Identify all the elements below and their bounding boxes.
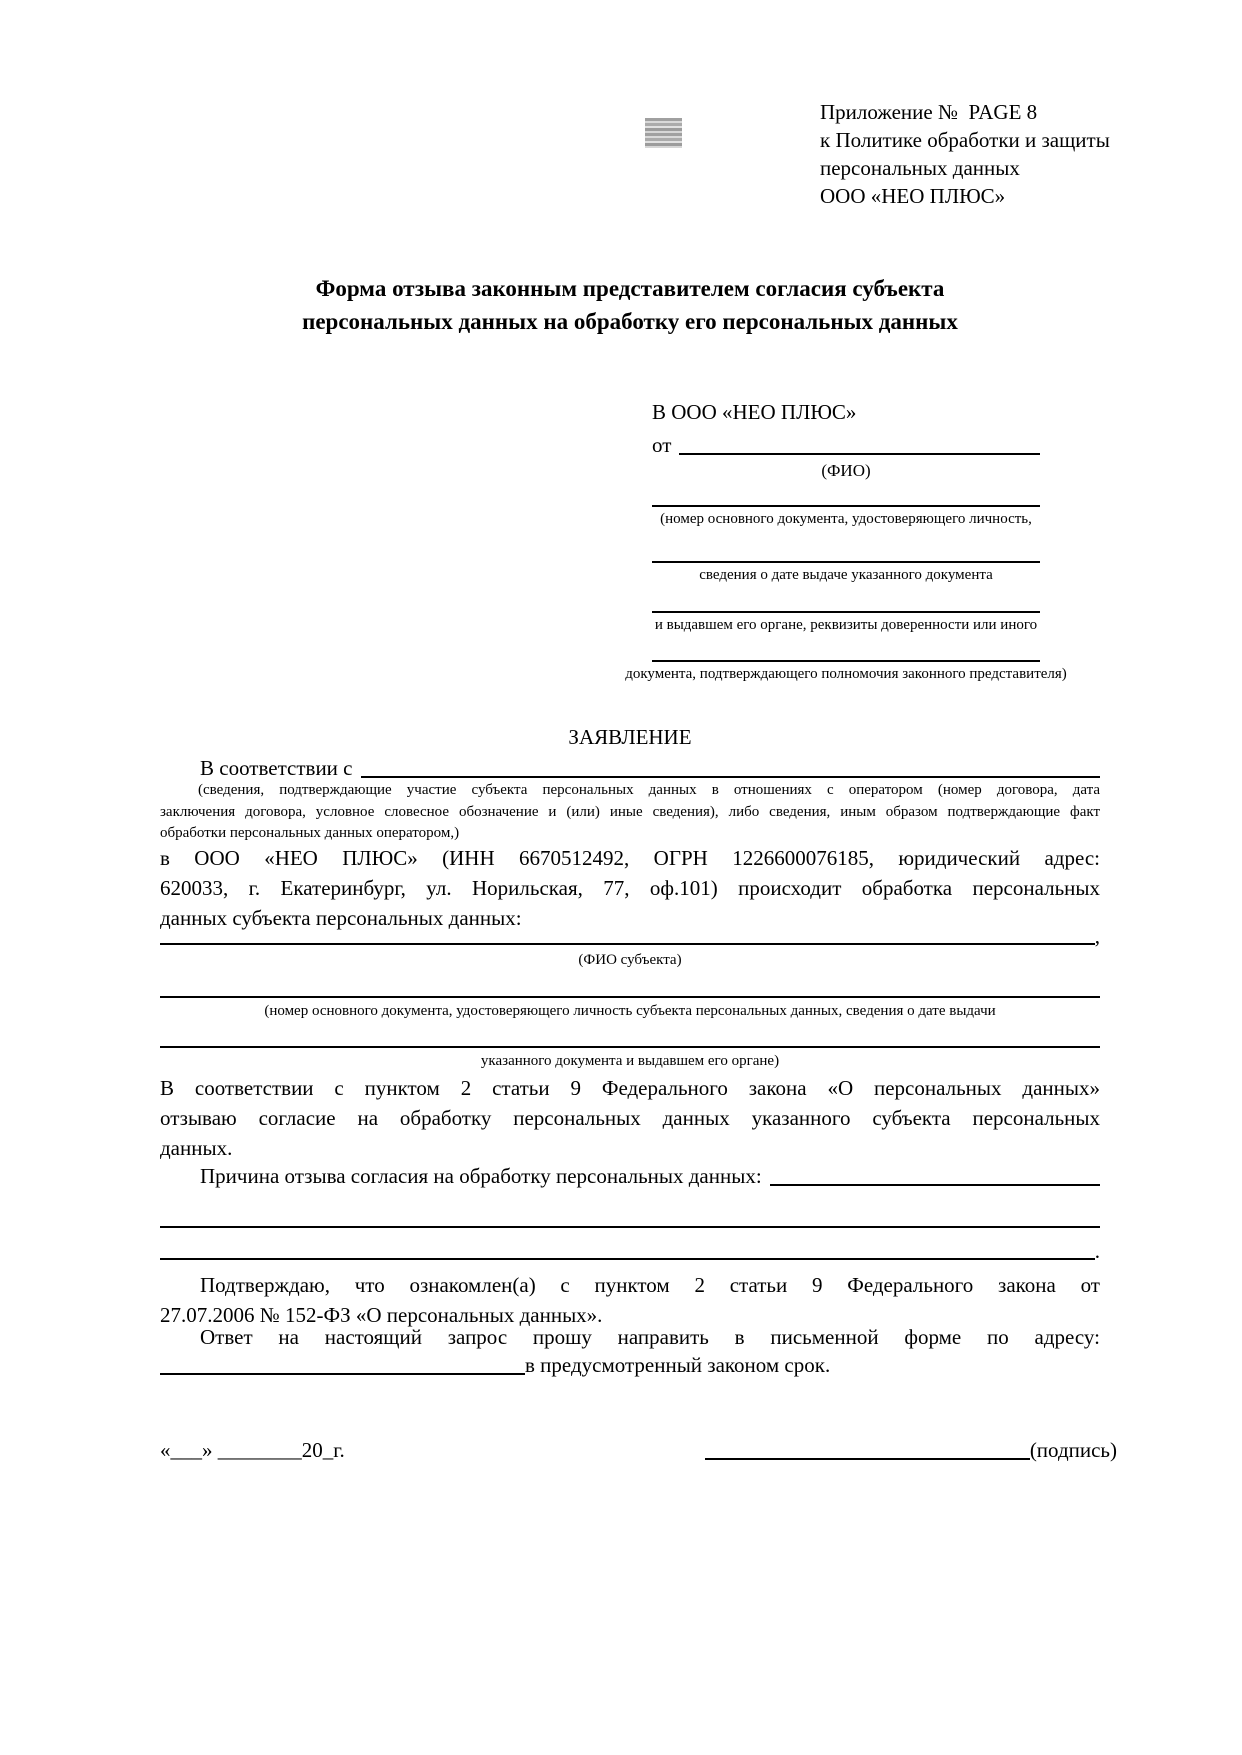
operator-paragraph [160, 843, 1100, 933]
reason-field-line[interactable] [770, 1161, 1100, 1186]
accordance-label: В соответствии с [200, 756, 353, 780]
fio-caption: (ФИО) [821, 461, 871, 480]
subject-doc-field-line-2[interactable] [160, 1028, 1100, 1048]
signature-field-line[interactable] [705, 1435, 1030, 1460]
paragraph-indent [160, 1161, 200, 1191]
reason-label: Причина отзыва согласия на обработку персональных данных: [200, 1164, 762, 1188]
representative-doc-field-line-3[interactable] [652, 595, 1040, 613]
operator-paragraph-line-3: данных субъекта персональных данных: [160, 906, 522, 930]
from-label: от [652, 433, 672, 457]
subject-fio-line [160, 925, 1100, 947]
appendix-header-line-3: персональных данных [820, 156, 1020, 180]
consent-details-caption-line-3: обработки персональных данных оператором,) [160, 825, 460, 841]
subject-fio-caption: (ФИО субъекта) [578, 952, 682, 968]
paragraph-indent [160, 753, 200, 783]
subject-fio-field-line[interactable] [160, 925, 1095, 945]
confirmation-line-2: 27.07.2006 № 152-ФЗ «О персональных данных». [160, 1303, 603, 1327]
representative-doc-caption-1: (номер основного документа, удостоверяющего личность, [660, 511, 1032, 527]
subject-doc-caption-2-wrap [160, 1053, 1100, 1070]
representative-doc-caption-4-wrap [625, 666, 1067, 683]
representative-doc-field-line-1[interactable] [652, 489, 1040, 507]
form-title-line-1: Форма отзыва законным представителем согласия субъекта [315, 276, 945, 301]
subject-doc-caption-2: указанного документа и выдавшем его органе) [480, 1053, 780, 1069]
appendix-header-line-4: ООО «НЕО ПЛЮС» [820, 184, 1006, 208]
subject-fio-caption-wrap [160, 952, 1100, 969]
representative-doc-caption-2-wrap [652, 567, 1040, 584]
accordance-line [160, 753, 1100, 783]
operator-paragraph-line-1: в ООО «НЕО ПЛЮС» (ИНН 6670512492, ОГРН 1226600076185, юридический адрес: [160, 846, 1100, 870]
reason-extra-field-line-1[interactable] [160, 1206, 1100, 1228]
signature-caption: (подпись) [1029, 1438, 1117, 1462]
fio-caption-wrap [652, 461, 1040, 480]
consent-details-caption-line-2: заключения договора, условное словесное обозначение и (или) иные сведения), либо сведения, иным образом подтверждающие факт [160, 803, 1100, 820]
withdrawal-paragraph [160, 1073, 1100, 1163]
appendix-header-line-2: к Политике обработки и защиты [820, 128, 1110, 152]
reason-extra-line-2 [160, 1240, 1100, 1262]
from-line [652, 430, 1040, 460]
confirmation-line-1: Подтверждаю, что ознакомлен(а) с пунктом 2 статьи 9 Федерального закона от [200, 1273, 1100, 1297]
subject-doc-caption-1-wrap [160, 1003, 1100, 1020]
reason-trailing-period: . [1094, 1239, 1100, 1263]
reply-tail-text: в предусмотренный законом срок. [525, 1353, 831, 1377]
confirmation-paragraph [160, 1270, 1100, 1330]
consent-details-caption-line-1: (сведения, подтверждающие участие субъекта персональных данных в отношениях с оператором (номер договора, дата [198, 782, 1100, 798]
representative-doc-caption-1-wrap [652, 511, 1040, 528]
operator-paragraph-line-2: 620033, г. Екатеринбург, ул. Норильская, 77, оф.101) происходит обработка персональных [160, 876, 1100, 900]
representative-doc-caption-4: документа, подтверждающего полномочия законного представителя) [625, 666, 1067, 682]
appendix-header-line-1: Приложение № PAGE 8 [820, 100, 1038, 124]
representative-doc-caption-2: сведения о дате выдаче указанного документа [699, 567, 993, 583]
representative-doc-caption-3-wrap [652, 617, 1040, 634]
addressee-company: В ООО «НЕО ПЛЮС» [652, 400, 857, 424]
reason-line [160, 1161, 1100, 1191]
document-lines-icon [645, 118, 682, 148]
reason-extra-field-line-2[interactable] [160, 1240, 1095, 1260]
representative-doc-field-line-4[interactable] [652, 644, 1040, 662]
withdrawal-paragraph-line-3: данных. [160, 1136, 233, 1160]
form-title-line-2: персональных данных на обработку его персональных данных [302, 309, 958, 334]
from-fio-field-line[interactable] [679, 430, 1040, 455]
subject-doc-field-line-1[interactable] [160, 978, 1100, 998]
form-title [160, 272, 1100, 338]
withdrawal-paragraph-line-2: отзываю согласие на обработку персональных данных указанного субъекта персональных [160, 1106, 1100, 1130]
subject-doc-caption-1: (номер основного документа, удостоверяющего личность субъекта персональных данных, сведения о дате выдачи [264, 1003, 996, 1019]
withdrawal-paragraph-line-1: В соответствии с пунктом 2 статьи 9 Федерального закона «О персональных данных» [160, 1076, 1100, 1100]
statement-heading: ЗАЯВЛЕНИЕ [568, 725, 692, 749]
accordance-field-line[interactable] [361, 753, 1101, 778]
reply-request-line: Ответ на настоящий запрос прошу направить в письменной форме по адресу: [200, 1325, 1100, 1349]
address-field-line[interactable] [160, 1350, 525, 1375]
subject-line-comma: , [1094, 924, 1100, 948]
reply-address-line [160, 1350, 1100, 1380]
date-field-text[interactable]: «___» ________20_г. [160, 1438, 345, 1462]
representative-doc-field-line-2[interactable] [652, 545, 1040, 563]
appendix-header [820, 98, 1110, 210]
representative-doc-caption-3: и выдавшем его органе, реквизиты доверенности или иного [654, 617, 1038, 633]
signature-line [705, 1435, 1117, 1465]
consent-details-caption [160, 780, 1100, 845]
